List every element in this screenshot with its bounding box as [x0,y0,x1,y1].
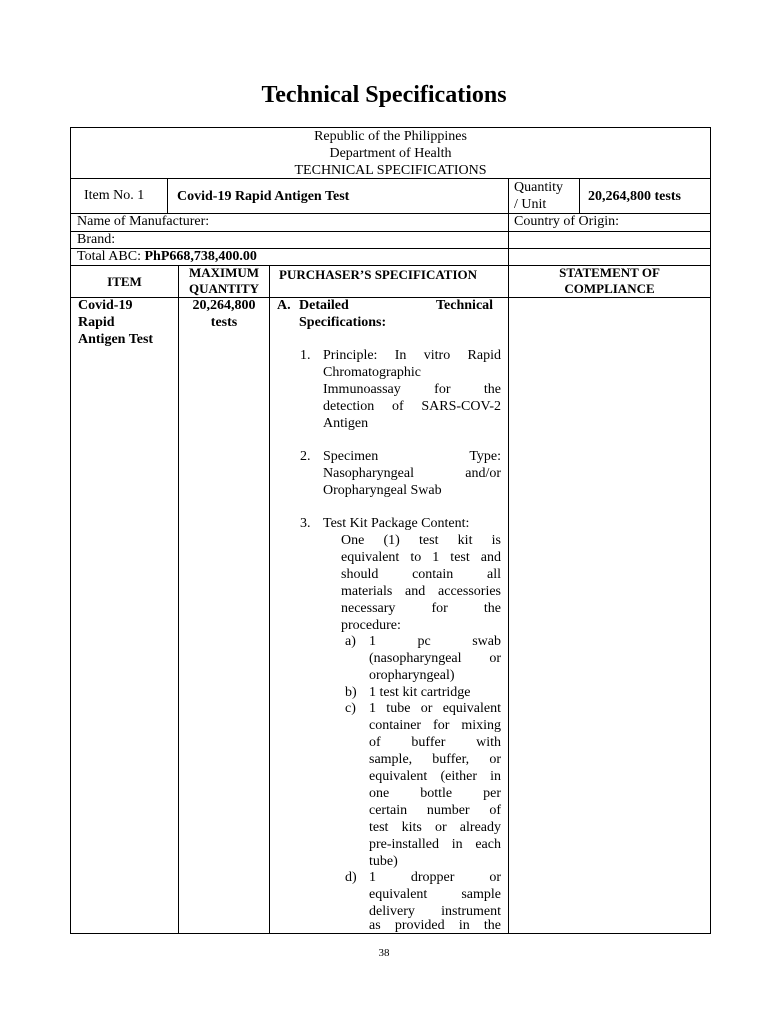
spec-line: of buffer with [369,735,501,750]
spec-subitem-marker: c) [345,701,356,716]
header-department: Department of Health [329,146,452,161]
spec-line: equivalent (either in [369,769,501,784]
quantity-unit-label: / Unit [514,197,547,212]
item-name: Covid-19 Rapid Antigen Test [177,189,350,204]
col-divider [167,178,168,213]
spec-line: container for mixing [369,718,501,733]
col-header-item: ITEM [107,274,142,289]
spec-line: 1 test kit cartridge [369,685,471,700]
spec-line: procedure: [341,618,401,633]
spec-section-title: Technical [436,298,494,313]
spec-line: One (1) test kit is [341,533,501,548]
qty-cell-unit: tests [210,315,238,330]
country-label: Country of Origin: [514,214,619,229]
spec-subitem-marker: a) [345,634,356,649]
item-cell-line: Covid-19 [78,298,133,313]
spec-line: Test Kit Package Content: [323,516,470,531]
spec-line: 1 tube or equivalent [369,701,501,716]
page-title: Technical Specifications [261,82,507,108]
spec-line: Oropharyngeal Swab [323,483,442,498]
spec-line: Chromatographic [323,365,421,380]
spec-line: equivalent to 1 test and [341,550,501,565]
spec-subitem-marker: d) [345,870,357,885]
spec-line: delivery instrument [369,904,501,919]
specifications-table [70,127,711,934]
spec-line: Specimen Type: [323,449,501,464]
col-divider [269,265,270,933]
row-divider [71,231,710,232]
spec-line: tube) [369,854,398,869]
header-tech-specs: TECHNICAL SPECIFICATIONS [294,163,487,178]
spec-line: pre-installed in each [369,837,501,852]
row-divider [71,297,710,298]
quantity-label: Quantity [514,180,563,195]
item-number: Item No. 1 [84,188,145,203]
spec-line: should contain all [341,567,501,582]
spec-line: necessary for the [341,601,501,616]
spec-line: equivalent sample [369,887,501,902]
spec-line: sample, buffer, or [369,752,501,767]
spec-line: test kits or already [369,820,501,835]
col-header-maxqty-2: QUANTITY [188,281,260,296]
spec-line: detection of SARS-COV-2 [323,399,501,414]
manufacturer-label: Name of Manufacturer: [77,214,210,229]
spec-section-title: Detailed [299,298,349,313]
col-divider [508,265,509,933]
brand-label: Brand: [77,232,116,247]
col-header-spec: PURCHASER’S SPECIFICATION [279,267,478,282]
header-republic: Republic of the Philippines [314,129,467,144]
spec-line: Principle: In vitro Rapid [323,348,501,363]
qty-cell-value: 20,264,800 [192,298,256,313]
spec-line: 1 pc swab [369,634,501,649]
col-divider [579,178,580,213]
spec-line: oropharyngeal) [369,668,455,683]
spec-line: Immunoassay for the [323,382,501,397]
spec-subitem-marker: b) [345,685,357,700]
total-abc-label: Total ABC: [77,249,145,264]
item-cell-line: Antigen Test [78,332,154,347]
spec-item-number: 3. [300,516,311,531]
spec-line: materials and accessories [341,584,501,599]
col-divider [178,265,179,933]
spec-line: 1 dropper or [369,870,501,885]
spec-line: as provided in the [369,918,501,933]
col-header-maxqty: MAXIMUM [188,265,260,280]
spec-section-title: Specifications: [299,315,387,330]
spec-section-marker: A. [277,298,291,313]
col-header-statement: STATEMENT OF [559,265,660,280]
spec-item-number: 2. [300,449,311,464]
item-cell-line: Rapid [78,315,115,330]
spec-item-number: 1. [300,348,311,363]
total-abc-value: PhP668,738,400.00 [144,249,257,264]
col-header-compliance: COMPLIANCE [564,281,655,296]
quantity-value: 20,264,800 tests [588,189,681,204]
page-number: 38 [378,947,390,959]
spec-line: one bottle per [369,786,501,801]
spec-line: certain number of [369,803,501,818]
spec-line: Nasopharyngeal and/or [323,466,501,481]
spec-line: (nasopharyngeal or [369,651,501,666]
total-abc [77,248,257,265]
spec-line: Antigen [323,416,369,431]
